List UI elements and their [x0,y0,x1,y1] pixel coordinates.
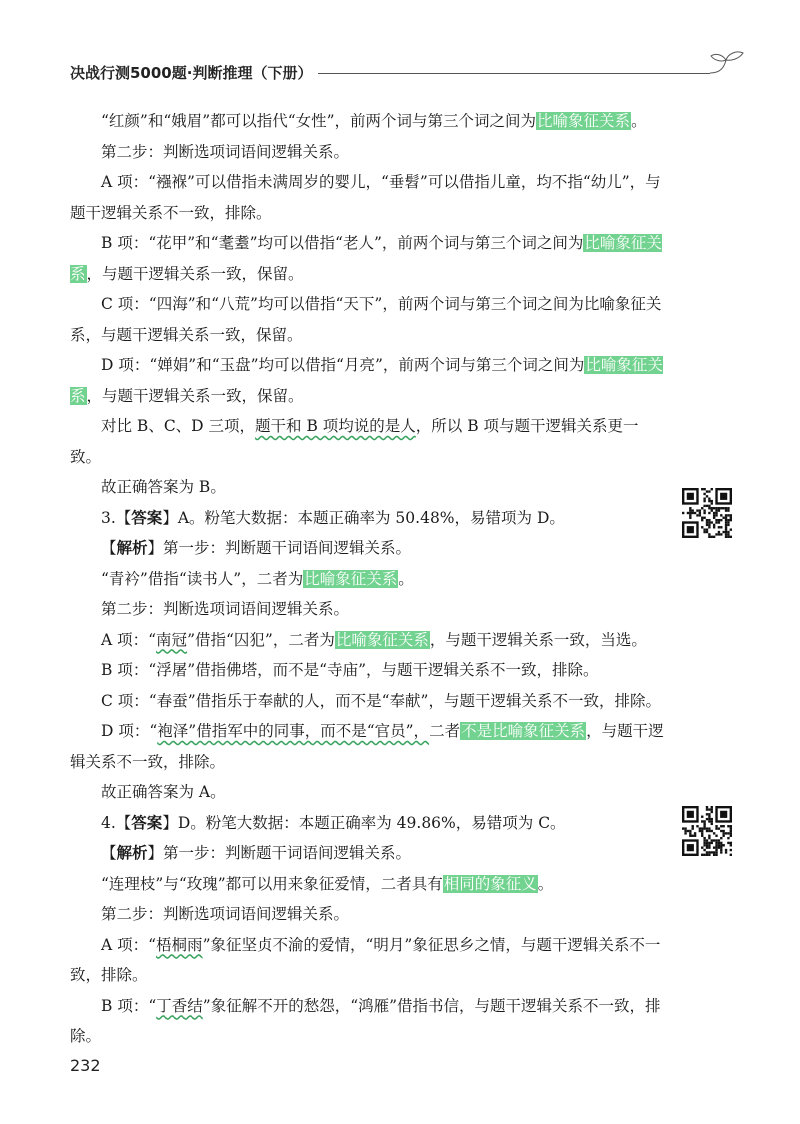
paragraph [70,930,668,991]
text-run: ”象征解不开的愁怨，“鸿雁”借指书信，与题干逻辑关系不一致，排除。 [70,996,661,1045]
text-run: “青衿”借指“读书人”，二者为 [101,569,304,588]
wavy-underlined-text: 袍泽”借指军中的同事，而不是“官员”， [157,722,430,740]
text-run: B 项：“ [101,996,157,1015]
sprout-icon [706,44,746,78]
paragraph [70,106,668,137]
header-title: 决战行测5000题·判断推理（下册） [70,62,318,83]
highlighted-term: 相同的象征义 [443,874,537,893]
text-run: 。 [398,569,414,588]
label-bold: 答案 [131,507,163,527]
qr-code-icon[interactable] [682,488,732,538]
text-run: 3.【 [101,508,132,527]
paragraph [70,289,668,350]
text-run: 4.【 [101,813,132,832]
text-run: 【 [101,539,117,557]
text-run: 故正确答案为 B。 [101,478,226,496]
paragraph [70,167,668,228]
text-run: ，与题干逻辑关系一致，保留。 [86,386,304,405]
qr-code-icon[interactable] [682,806,732,856]
label-bold: 答案 [131,812,163,832]
highlighted-term: 比喻象征关系 [335,630,429,649]
text-run: ，与题干逻辑关系一致，保留。 [86,264,304,283]
text-run: B 项：“花甲”和“耄耋”均可以借指“老人”，前两个词与第三个词之间为 [101,234,584,252]
text-run: 对比 B、C、D 三项， [101,417,256,435]
text-run: 】A。粉笔大数据：本题正确率为 50.48%，易错项为 D。 [162,508,565,527]
wavy-underlined-text: 南冠 [156,630,188,649]
paragraph [70,655,668,686]
paragraph [70,777,668,808]
paragraph [70,503,668,534]
wavy-underlined-text: 丁香结 [156,996,203,1015]
text-run: B 项：“浮屠”借指佛塔，而不是“寺庙”，与题干逻辑关系不一致，排除。 [101,661,599,679]
paragraph [70,625,668,656]
highlighted-term: 不是比喻象征关系 [461,722,586,740]
wavy-underlined-text: 题干和 B 项均说的是人 [255,417,416,435]
running-header [70,62,750,90]
text-run: 】第一步：判断题干词语间逻辑关系。 [147,539,412,557]
highlighted-term: 比喻象征关系 [70,234,662,283]
text-run: 。 [631,112,647,130]
text-run: 【 [101,844,117,862]
text-run: 。 [537,874,554,893]
wavy-underlined-text: 梧桐雨 [156,935,203,954]
text-run: A 项：“襁褓”可以借指未满周岁的婴儿，“垂髫”可以借指儿童，均不指“幼儿”，与题干逻辑关系不一致，排除。 [70,173,661,222]
text-run: A 项：“ [101,935,157,954]
text-run: D 项：“婵娟”和“玉盘”均可以借指“月亮”，前两个词与第三个词之间为 [101,356,585,374]
text-run: 】第一步：判断题干词语间逻辑关系。 [147,844,412,862]
text-run: “红颜”和“娥眉”都可以指代“女性”，前两个词与第三个词之间为 [101,112,537,130]
text-run: 第二步：判断选项词语间逻辑关系。 [101,142,350,161]
highlighted-term: 比喻象征关系 [304,569,398,588]
answer-explanation-body [70,106,668,1052]
text-run: C 项：“春蚕”借指乐于奉献的人，而不是“奉献”，与题干逻辑关系不一致，排除。 [101,691,661,710]
paragraph [70,686,668,717]
text-run: 二者 [429,722,461,740]
text-run: ，与题干逻辑关系一致，当选。 [429,630,647,649]
text-run: “连理枝”与“玫瑰”都可以用来象征爱情，二者具有 [101,874,443,893]
highlighted-term: 比喻象征关系 [537,112,631,130]
label-bold: 解析 [116,843,148,862]
text-run: ，所以 B 项与题干逻辑关系更一致。 [70,417,639,466]
paragraph [70,899,668,930]
text-run: ”象征坚贞不渝的爱情，“明月”象征思乡之情，与题干逻辑关系不一致，排除。 [70,935,661,984]
highlighted-term: 比喻象征关系 [70,356,663,405]
text-run: 第二步：判断选项词语间逻辑关系。 [101,600,350,618]
page-number: 232 [70,1056,101,1075]
paragraph [70,472,668,503]
paragraph [70,716,668,777]
text-run: C 项：“四海”和“八荒”均可以借指“天下”，前两个词与第三个词之间为比喻象征关系，与题干逻辑关系一致，保留。 [70,295,662,344]
text-run: 第二步：判断选项词语间逻辑关系。 [101,905,350,923]
paragraph [70,564,668,595]
paragraph [70,228,668,289]
label-bold: 解析 [116,538,148,557]
text-run: A 项：“ [101,630,157,649]
paragraph [70,137,668,168]
text-run: 故正确答案为 A。 [101,783,226,801]
paragraph [70,411,668,472]
paragraph [70,838,668,869]
paragraph [70,869,668,900]
text-run: ，与题干逻辑关系不一致，排除。 [70,722,664,771]
text-run: ”借指“囚犯”，二者为 [187,630,335,649]
paragraph [70,350,668,411]
paragraph [70,594,668,625]
paragraph [70,533,668,564]
paragraph [70,808,668,839]
text-run: 】D。粉笔大数据：本题正确率为 49.86%，易错项为 C。 [162,813,566,832]
text-run: D 项：“ [101,722,158,740]
paragraph [70,991,668,1052]
